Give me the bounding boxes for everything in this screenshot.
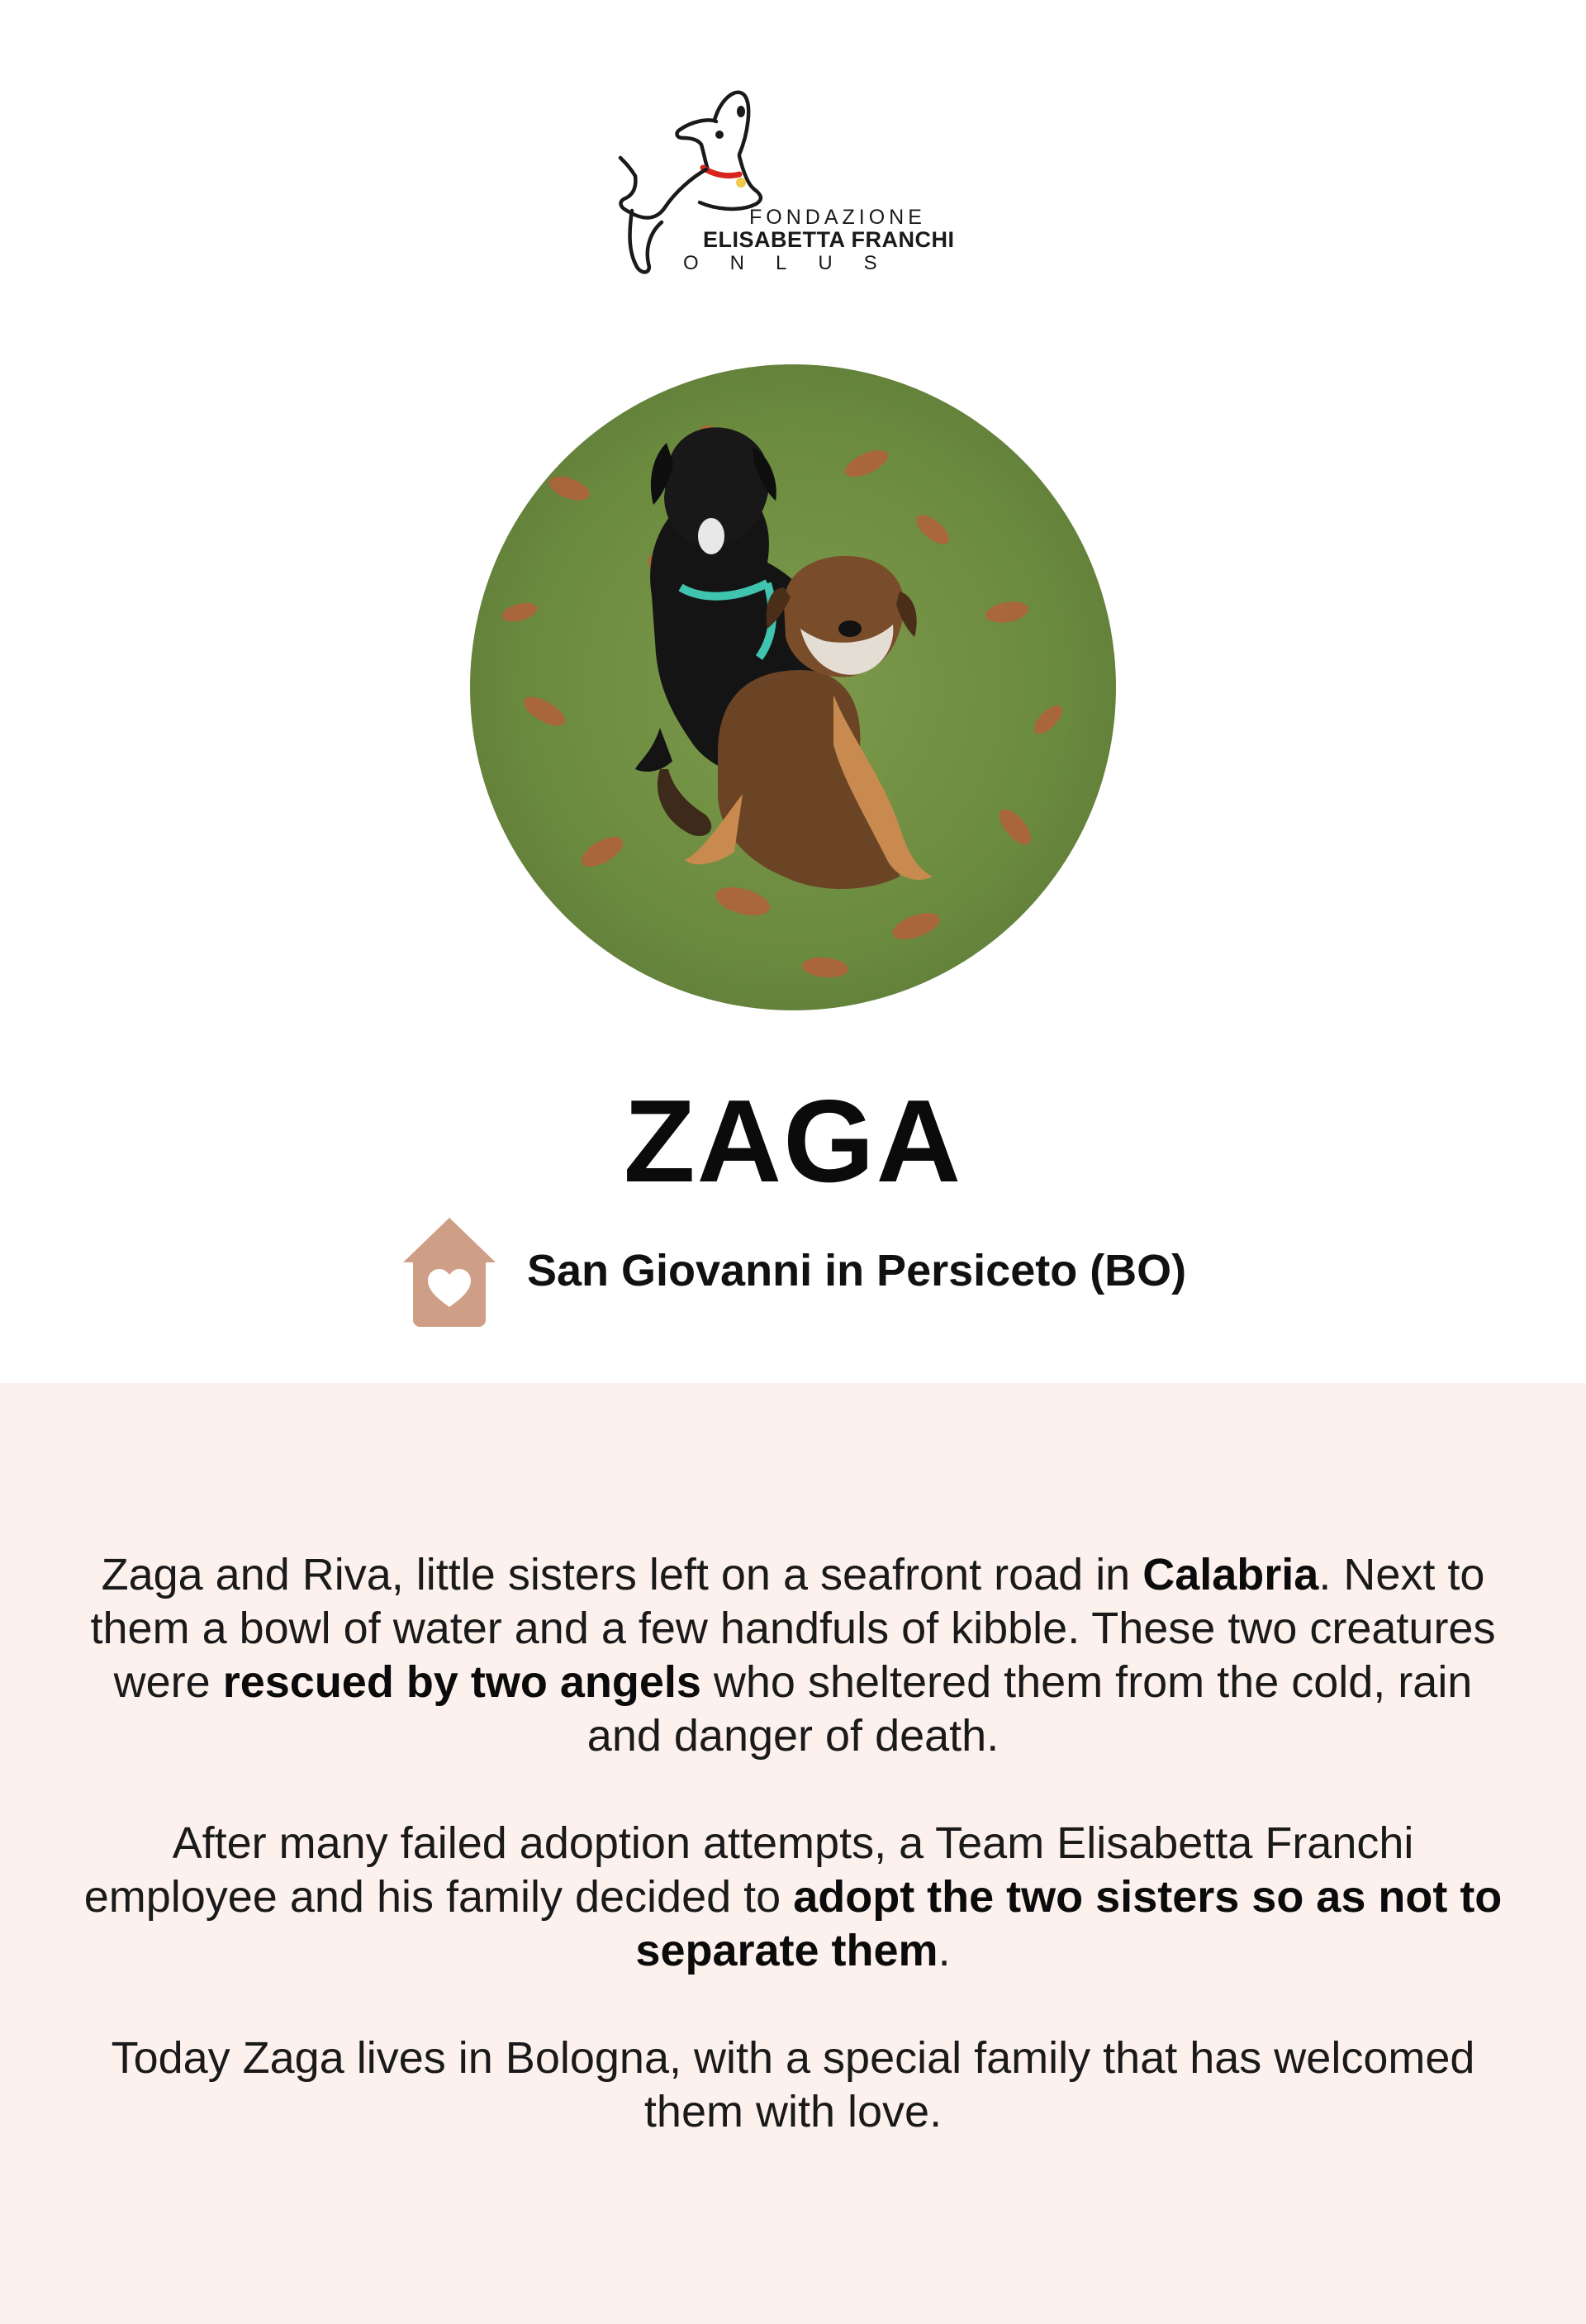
story-p1-text-3: who sheltered them from the cold, rain and danger of death.	[586, 1657, 1473, 1761]
dog-name-title: ZAGA	[623, 1076, 963, 1207]
story-text	[83, 1548, 1503, 2139]
location-row	[400, 1214, 1186, 1327]
story-p1-text-1: Zaga and Riva, little sisters left on a seafront road in	[101, 1550, 1143, 1599]
logo-line-name: ELISABETTA FRANCHI	[703, 227, 955, 252]
story-p2-text-2: .	[938, 1926, 951, 1975]
home-heart-icon	[400, 1214, 499, 1327]
location-text: San Giovanni in Persiceto (BO)	[527, 1246, 1187, 1295]
logo-line-onlus: ONLUS	[683, 252, 909, 274]
story-paragraph-1	[83, 1548, 1503, 1763]
logo-line-fondazione: FONDAZIONE	[749, 206, 926, 229]
foundation-logo	[615, 87, 955, 285]
dogs-photo-illustration	[470, 364, 1116, 1010]
dogs-photo	[470, 364, 1116, 1010]
story-p3-text-1: Today Zaga lives in Bologna, with a special family that has welcomed them with love.	[111, 2033, 1475, 2136]
story-p1-bold-1: Calabria	[1142, 1550, 1319, 1599]
story-p1-bold-2: rescued by two angels	[222, 1657, 701, 1707]
story-p2-bold-1: adopt the two sisters so as not to separate them	[635, 1872, 1503, 1975]
story-p2-text-1: After many failed adoption attempts, a Team Elisabetta Franchi employee and his family decided to	[83, 1818, 1414, 1922]
story-p1-text-2: . Next to them a bowl of water and a few handfuls of kibble. These two creatures were	[90, 1550, 1496, 1707]
story-paragraph-2	[83, 1817, 1503, 1978]
story-section	[0, 1383, 1586, 2324]
story-paragraph-3	[83, 2032, 1503, 2139]
